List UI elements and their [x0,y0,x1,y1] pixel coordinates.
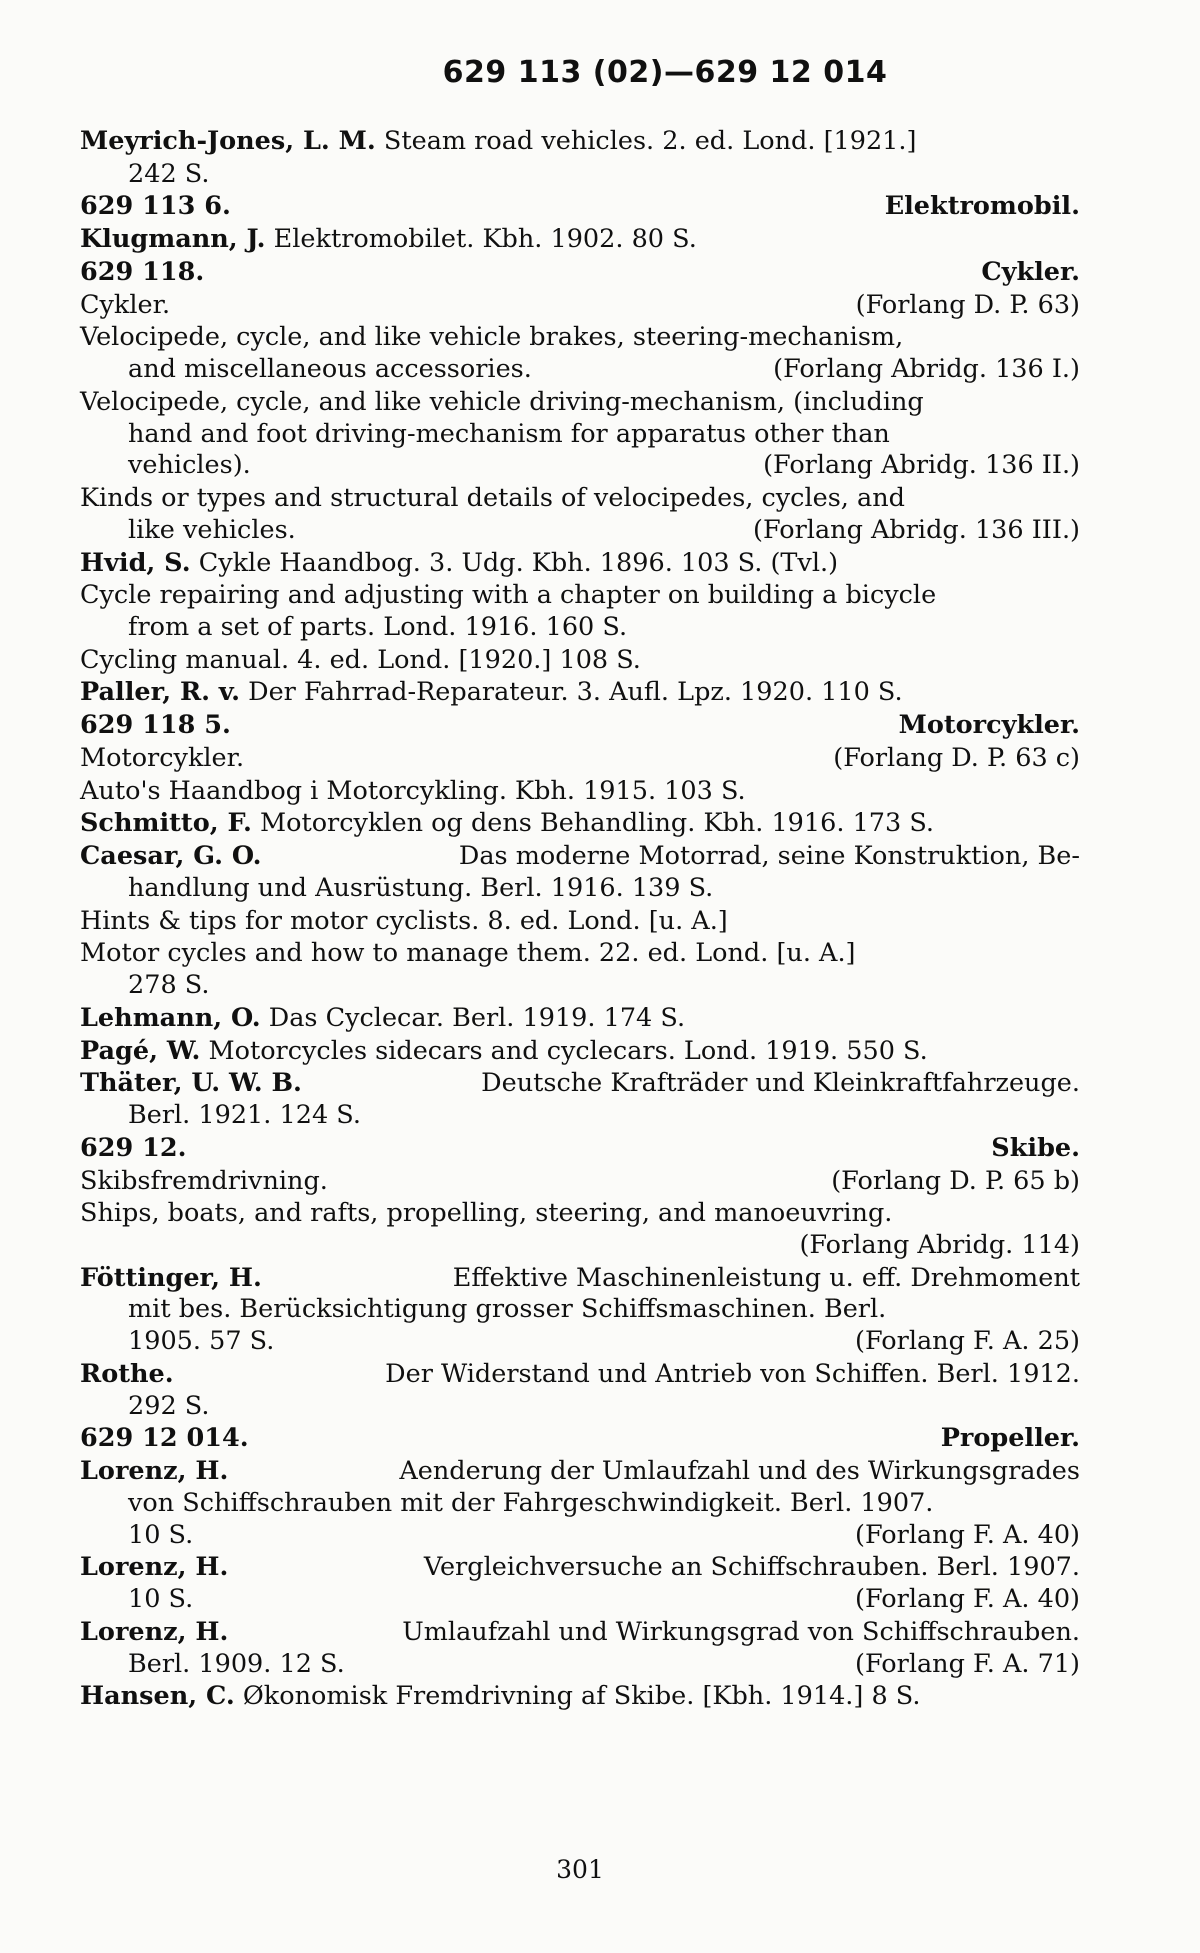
entry-line [80,354,1080,386]
entry-author: Pagé, W. [80,1035,201,1066]
entry-velocipede-brakes [80,322,1080,385]
entry-reference: (Forlang D. P. 63 c) [833,742,1080,773]
entry-title: Cykle Haandbog. 3. Udg. Kbh. 1896. 103 S. (Tvl.) [198,547,839,578]
entry-meyrich-jones-cont: 242 S. [128,158,210,189]
entry-author: Caesar, G. O. [80,841,262,872]
page-content [80,55,1080,1884]
entry-motor-cycles-manage [80,938,1080,1001]
entry-title: Aenderung der Umlaufzahl und des Wirkungsgrades [399,1456,1080,1487]
entry-title: Der Fahrrad-Reparateur. 3. Aufl. Lpz. 1920. 110 S. [248,677,903,708]
entry-line: Berl. 1921. 124 S. [128,1100,361,1131]
entry-reference: (Forlang F. A. 40) [855,1584,1080,1615]
entry-text: 1905. 57 S. [128,1326,275,1357]
entry-line: handlung und Ausrüstung. Berl. 1916. 139 S. [128,872,714,903]
entry-cykler-ref [80,290,1080,322]
entry-hansen [80,1681,1080,1713]
entry-reference: (Forlang D. P. 65 b) [831,1165,1080,1196]
entry-cycle-repairing [80,580,1080,643]
entry-skibsfremdrivning-ref [80,1166,1080,1198]
entry-line: Ships, boats, and rafts, propelling, steering, and manoeuvring. [80,1198,893,1229]
entry-lorenz-aenderung [80,1456,1080,1551]
class-subject: Propeller. [940,1423,1080,1454]
entry-text: vehicles). [128,450,251,481]
entry-text: Cykler. [80,289,171,320]
class-subject: Skibe. [991,1132,1080,1163]
entry-line [80,1068,1080,1100]
entry-line [80,1552,1080,1584]
entry-text: 10 S. [128,1584,194,1615]
entry-title: Effektive Maschinenleistung u. eff. Drehmoment [452,1262,1080,1293]
entry-reference: (Forlang F. A. 25) [855,1326,1080,1357]
entry-author: Thäter, U. W. B. [80,1068,302,1099]
entry-line: Velocipede, cycle, and like vehicle driving-mechanism, (including [80,386,924,417]
entry-author: Lorenz, H. [80,1552,229,1583]
entry-line: 278 S. [128,970,210,1001]
entry-title: Das moderne Motorrad, seine Konstruktion, Be- [458,841,1080,872]
entry-line [80,1326,1080,1358]
entry-line: Cycle repairing and adjusting with a chapter on building a bicycle [80,580,937,611]
entry-reference: (Forlang Abridg. 136 II.) [763,450,1080,481]
entry-reference: (Forlang Abridg. 136 III.) [753,514,1080,545]
entry-title: Deutsche Krafträder und Kleinkraftfahrzeuge. [481,1068,1080,1099]
class-number: 629 118 5. [80,710,231,741]
entry-title: Motorcyklen og dens Behandling. Kbh. 1916. 173 S. [260,808,935,839]
entry-line: Kinds or types and structural details of velocipedes, cycles, and [80,483,905,514]
class-heading-629-118 [80,257,1080,289]
entry-reference: (Forlang F. A. 40) [855,1519,1080,1550]
entry-line: Velocipede, cycle, and like vehicle brakes, steering-mechanism, [80,322,904,353]
entry-motorcykler-ref [80,743,1080,775]
entry-author: Föttinger, H. [80,1262,262,1293]
entry-text: Berl. 1909. 12 S. [128,1648,345,1679]
entry-reference: (Forlang F. A. 71) [855,1648,1080,1679]
entry-title: Motorcycles sidecars and cyclecars. Lond. 1919. 550 S. [208,1035,928,1066]
entry-text: Motorcykler. [80,742,245,773]
entry-line [80,841,1080,873]
entry-autos-haandbog: Auto's Haandbog i Motorcykling. Kbh. 1915. 103 S. [80,775,746,806]
class-subject: Motorcykler. [898,710,1080,741]
entry-title: Økonomisk Fremdrivning af Skibe. [Kbh. 1914.] 8 S. [242,1681,921,1712]
entry-line [80,1520,1080,1552]
entry-line: hand and foot driving-mechanism for apparatus other than [128,418,890,449]
class-number: 629 12 014. [80,1423,249,1454]
entry-author: Klugmann, J. [80,224,266,255]
entry-schmitto [80,808,1080,840]
entry-author: Paller, R. v. [80,677,241,708]
entry-title: Elektromobilet. Kbh. 1902. 80 S. [273,224,697,255]
entry-line [80,1263,1080,1295]
entry-line [80,450,1080,482]
entry-reference: (Forlang Abridg. 136 I.) [773,354,1080,385]
entry-lorenz-umlaufzahl [80,1617,1080,1680]
class-heading-629-113-6 [80,191,1080,223]
entry-author: Schmitto, F. [80,808,252,839]
class-subject: Cykler. [981,256,1080,287]
entry-title: Vergleichversuche an Schiffschrauben. Berl. 1907. [423,1552,1080,1583]
entry-cycling-manual: Cycling manual. 4. ed. Lond. [1920.] 108 S. [80,644,641,675]
entry-lorenz-vergleichversuche [80,1552,1080,1615]
entry-author: Lehmann, O. [80,1002,261,1033]
entry-author: Lorenz, H. [80,1616,229,1647]
entry-line [80,1359,1080,1391]
entry-ships-boats-rafts [80,1198,1080,1261]
class-number: 629 12. [80,1132,187,1163]
entry-line [80,1649,1080,1681]
entry-title: Umlaufzahl und Wirkungsgrad von Schiffschrauben. [402,1616,1080,1647]
entry-foettinger [80,1263,1080,1358]
entry-author: Meyrich-Jones, L. M. [80,126,376,156]
entry-reference: (Forlang D. P. 63) [855,289,1080,320]
entry-line: mit bes. Berücksichtigung grosser Schiffsmaschinen. Berl. [128,1294,887,1325]
entry-title: Das Cyclecar. Berl. 1919. 174 S. [268,1002,686,1033]
entry-hints-tips: Hints & tips for motor cyclists. 8. ed. Lond. [u. A.] [80,905,728,936]
class-heading-629-118-5 [80,710,1080,742]
entry-line: from a set of parts. Lond. 1916. 160 S. [128,612,628,643]
running-head: 629 113 (02)—629 12 014 [442,55,888,90]
class-subject: Elektromobil. [884,191,1080,222]
class-heading-629-12 [80,1133,1080,1165]
page-number: 301 [556,1855,604,1884]
class-number: 629 113 6. [80,191,231,222]
entry-page [80,1036,1080,1068]
entry-text: like vehicles. [128,514,296,545]
entry-meyrich-jones [80,126,1080,158]
entry-paller [80,677,1080,709]
entry-line [80,1456,1080,1488]
bibliography-entries [80,126,1080,1713]
entry-text: and miscellaneous accessories. [128,354,532,385]
entry-velocipede-driving-mechanism [80,387,1080,482]
entry-author: Hansen, C. [80,1681,235,1712]
class-heading-629-12-014 [80,1423,1080,1455]
entry-line [80,1584,1080,1616]
entry-title: Der Widerstand und Antrieb von Schiffen. Berl. 1912. [385,1358,1080,1389]
entry-author: Rothe. [80,1358,174,1389]
entry-line: Motor cycles and how to manage them. 22. ed. Lond. [u. A.] [80,938,856,969]
entry-line [80,515,1080,547]
entry-line: von Schiffschrauben mit der Fahrgeschwindigkeit. Berl. 1907. [128,1487,934,1518]
entry-lehmann [80,1003,1080,1035]
entry-text: 10 S. [128,1519,194,1550]
entry-caesar [80,841,1080,904]
entry-line [80,1617,1080,1649]
entry-text: Skibsfremdrivning. [80,1165,328,1196]
entry-author: Lorenz, H. [80,1456,229,1487]
class-number: 629 118. [80,256,205,287]
entry-reference: (Forlang Abridg. 114) [799,1229,1080,1260]
entry-rothe [80,1359,1080,1422]
entry-author: Hvid, S. [80,547,191,578]
entry-thaeter [80,1068,1080,1131]
entry-title: Steam road vehicles. 2. ed. Lond. [1921.] [383,126,917,156]
entry-hvid [80,548,1080,580]
entry-klugmann [80,224,1080,256]
entry-kinds-or-types [80,483,1080,546]
entry-line: 292 S. [128,1390,210,1421]
